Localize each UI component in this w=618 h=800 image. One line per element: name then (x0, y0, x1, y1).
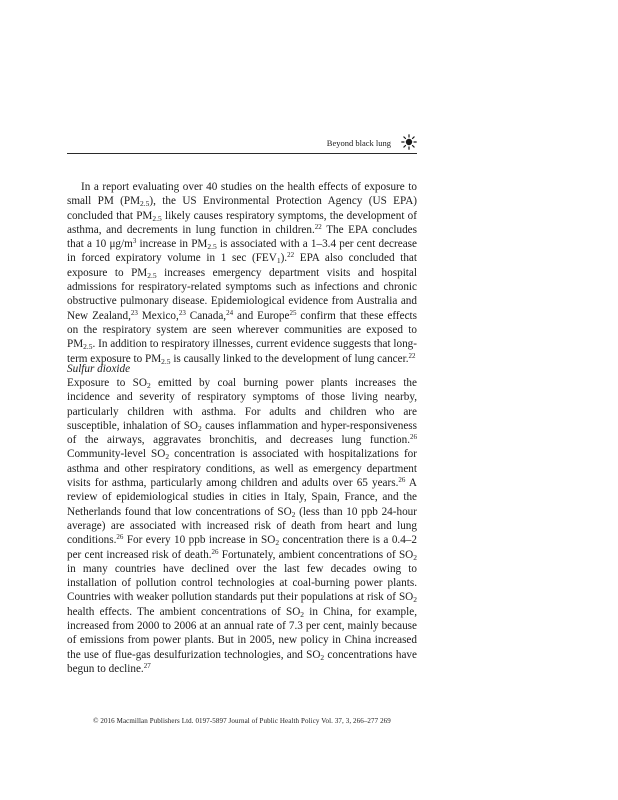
citation-ref: 26 (116, 533, 124, 542)
citation-ref: 22 (314, 222, 322, 231)
citation-ref: 27 (143, 661, 151, 670)
sun-icon (401, 134, 417, 150)
running-head-title: Beyond black lung (326, 138, 391, 148)
citation-ref: 22 (408, 351, 416, 360)
citation-ref: 23 (130, 308, 138, 317)
citation-ref: 26 (211, 547, 219, 556)
citation-ref: 26 (410, 433, 417, 442)
citation-ref: 26 (398, 476, 406, 485)
citation-ref: 22 (287, 251, 295, 260)
citation-ref: 23 (178, 308, 186, 317)
page-footer: © 2016 Macmillan Publishers Ltd. 0197-5897 Journal of Public Health Policy Vol. 37, 3, 266–277 269 (93, 717, 391, 725)
header-rule (67, 153, 417, 154)
citation-ref: 25 (289, 308, 297, 317)
citation-ref: 24 (226, 308, 234, 317)
running-head (67, 137, 417, 149)
paragraph-particulate-matter: In a report evaluating over 40 studies on the health effects of exposure to small PM $(PM_{2.5})$, the US Environmental Protection Agency (US EPA) concluded that $PM_{2.5}$ likely causes respiratory symptoms, the development of asthma, and decrements in lung function in children.$^{22}$ The EPA concludes that a 10 $\mu g/m^3$ increase in $PM_{2.5}$ is associated with a 1–3.4 per cent decrease in forced expiratory volume in 1 $\sec (FEV_1).^{22}$ EPA also concluded that exposure to $PM_{2.5}$ increases emergency department visits and hospital admissions for respiratory-related symptoms such as infections and chronic obstructive pulmonary disease. Epidemiological evidence from Australia and New Zealand,$^{23}$ Mexico,$^{23}$ Canada,$^{24}$ and Europe$^{25}$ confirm that these effects on the respiratory system are seen wherever communities are exposed to $PM_{2.5}$. In addition to respiratory illnesses, current evidence suggests that long-term exposure to $PM_{2.5}$ is causally linked to the development of lung cancer.$^{22}$ (67, 181, 418, 366)
paragraph-sulfur-dioxide: Exposure to $SO_2$ emitted by coal burning power plants increases the incidence and severity of respiratory symptoms of those living nearby, particularly children with asthma. For adults and children who are susceptible, inhalation of $SO_2$ causes inflammation and hyper-responsiveness of the airways, aggravates bronchitis, and decreases lung function.$^{26}$ Community-level $SO_2$ concentration is associated with hospitalizations for asthma and other respiratory conditions, as well as emergency department visits for asthma, particularly among children and adults over 65 years.$^{26}$ A review of epidemiological studies in cities in Italy, Spain, France, and the Netherlands found that low concentrations of $SO_2$ (less than 10 ppb 24-hour average) are associated with increased risk of death from heart and lung conditions.$^{26}$ For every 10 ppb increase in $SO_2$ concentration there is a 0.4–2 per cent increased risk of death.$^{26}$ Fortunately, ambient concentrations of $SO_2$ in many countries have declined over the last few decades owing to installation of pollution control technologies at coal-burning power plants. Countries with weaker pollution standards put their populations at risk of $SO_2$ health effects. The ambient concentrations of $SO_2$ in China, for example, increased from 2000 to 2006 at an annual rate of 7.3 per cent, mainly because of emissions from power plants. But in 2005, new policy in China increased the use of flue-gas desulfurization technologies, and $SO_2$ concentrations have begun to decline.$^{27}$ (67, 377, 418, 675)
section-heading-sulfur-dioxide: Sulfur dioxide (67, 363, 131, 375)
